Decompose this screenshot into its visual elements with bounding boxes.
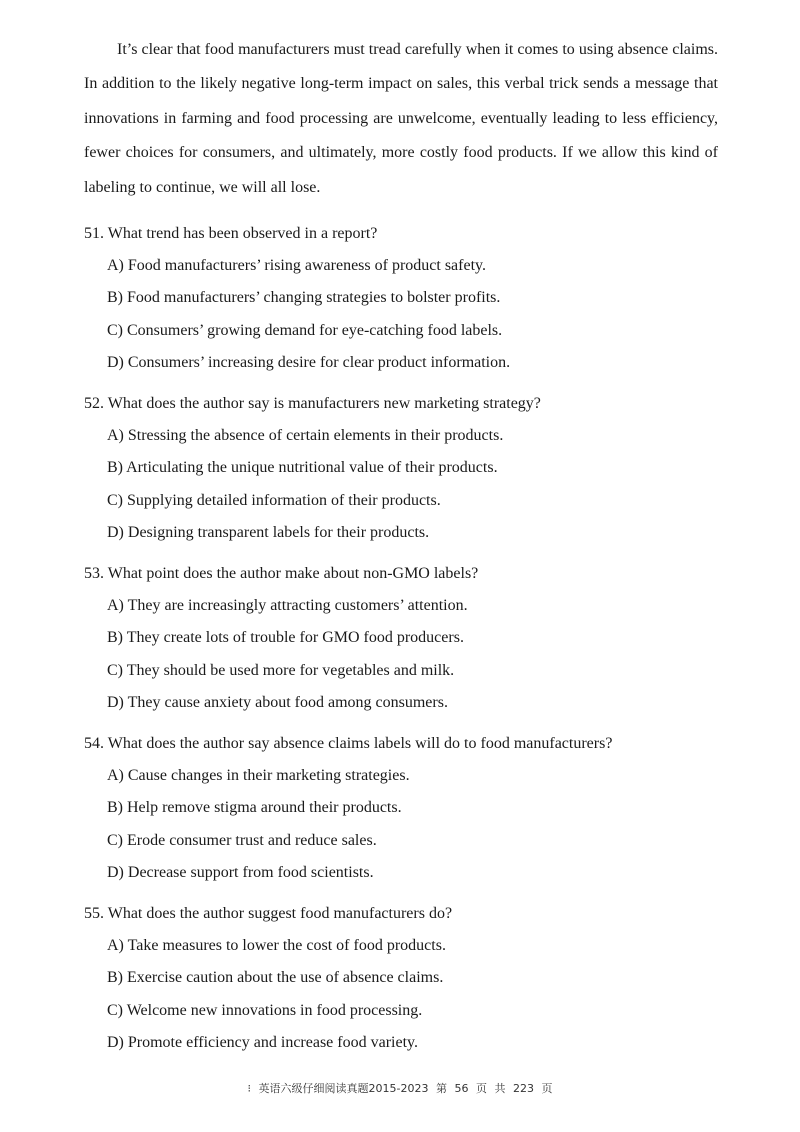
option-a: A) Take measures to lower the cost of food products. — [107, 937, 446, 954]
option-d: D) Designing transparent labels for their products. — [107, 524, 430, 541]
question-stem: 54. What does the author say absence claims labels will do to food manufacturers? — [84, 735, 613, 752]
option-d: D) Decrease support from food scientists. — [107, 864, 374, 881]
option-b: B) Articulating the unique nutritional value of their products. — [107, 459, 498, 476]
footer-page-number: 56 — [454, 1082, 469, 1095]
option-c: C) Erode consumer trust and reduce sales. — [107, 832, 377, 849]
question-53 — [84, 563, 764, 711]
option-a: A) Food manufacturers’ rising awareness of product safety. — [107, 257, 486, 274]
question-stem: 55. What does the author suggest food manufacturers do? — [84, 905, 453, 922]
question-54 — [84, 733, 764, 881]
footer-total-unit: 页 — [541, 1082, 553, 1095]
page-footer — [0, 1080, 800, 1096]
footer-mark: ⁝ — [247, 1082, 252, 1095]
option-b: B) Food manufacturers’ changing strategies to bolster profits. — [107, 289, 501, 306]
option-d: D) Consumers’ increasing desire for clear product information. — [107, 354, 511, 371]
option-d: D) Promote efficiency and increase food variety. — [107, 1034, 418, 1051]
question-55 — [84, 903, 764, 1051]
option-d: D) They cause anxiety about food among consumers. — [107, 694, 448, 711]
question-stem: 51. What trend has been observed in a report? — [84, 225, 378, 242]
option-a: A) Stressing the absence of certain elements in their products. — [107, 427, 504, 444]
footer-total-prefix: 共 — [494, 1082, 506, 1095]
question-stem: 52. What does the author say is manufacturers new marketing strategy? — [84, 395, 541, 412]
option-c: C) Supplying detailed information of their products. — [107, 492, 441, 509]
option-c: C) They should be used more for vegetables and milk. — [107, 662, 455, 679]
option-c: C) Consumers’ growing demand for eye-catching food labels. — [107, 322, 503, 339]
question-stem: 53. What point does the author make about non-GMO labels? — [84, 565, 479, 582]
footer-title: 英语六级仔细阅读真题2015-2023 — [258, 1082, 429, 1095]
option-b: B) Exercise caution about the use of absence claims. — [107, 969, 444, 986]
option-b: B) Help remove stigma around their products. — [107, 799, 402, 816]
option-a: A) They are increasingly attracting customers’ attention. — [107, 597, 468, 614]
footer-total-pages: 223 — [512, 1082, 534, 1095]
footer-page-unit: 页 — [475, 1082, 487, 1095]
option-c: C) Welcome new innovations in food processing. — [107, 1002, 423, 1019]
footer-page-prefix: 第 — [435, 1082, 447, 1095]
question-51 — [84, 223, 764, 371]
option-b: B) They create lots of trouble for GMO food producers. — [107, 629, 464, 646]
option-a: A) Cause changes in their marketing strategies. — [107, 767, 410, 784]
passage-paragraph: It’s clear that food manufacturers must tread carefully when it comes to using absence claims. In addition to the likely negative long-term impact on sales, this verbal trick sends a message that innovations in farming and food processing are unwelcome, eventually leading to less efficiency, fewer choices for consumers, and ultimately, more costly food products. If we allow this kind of labeling to continue, we will all lose. — [84, 41, 718, 196]
question-52 — [84, 393, 764, 541]
